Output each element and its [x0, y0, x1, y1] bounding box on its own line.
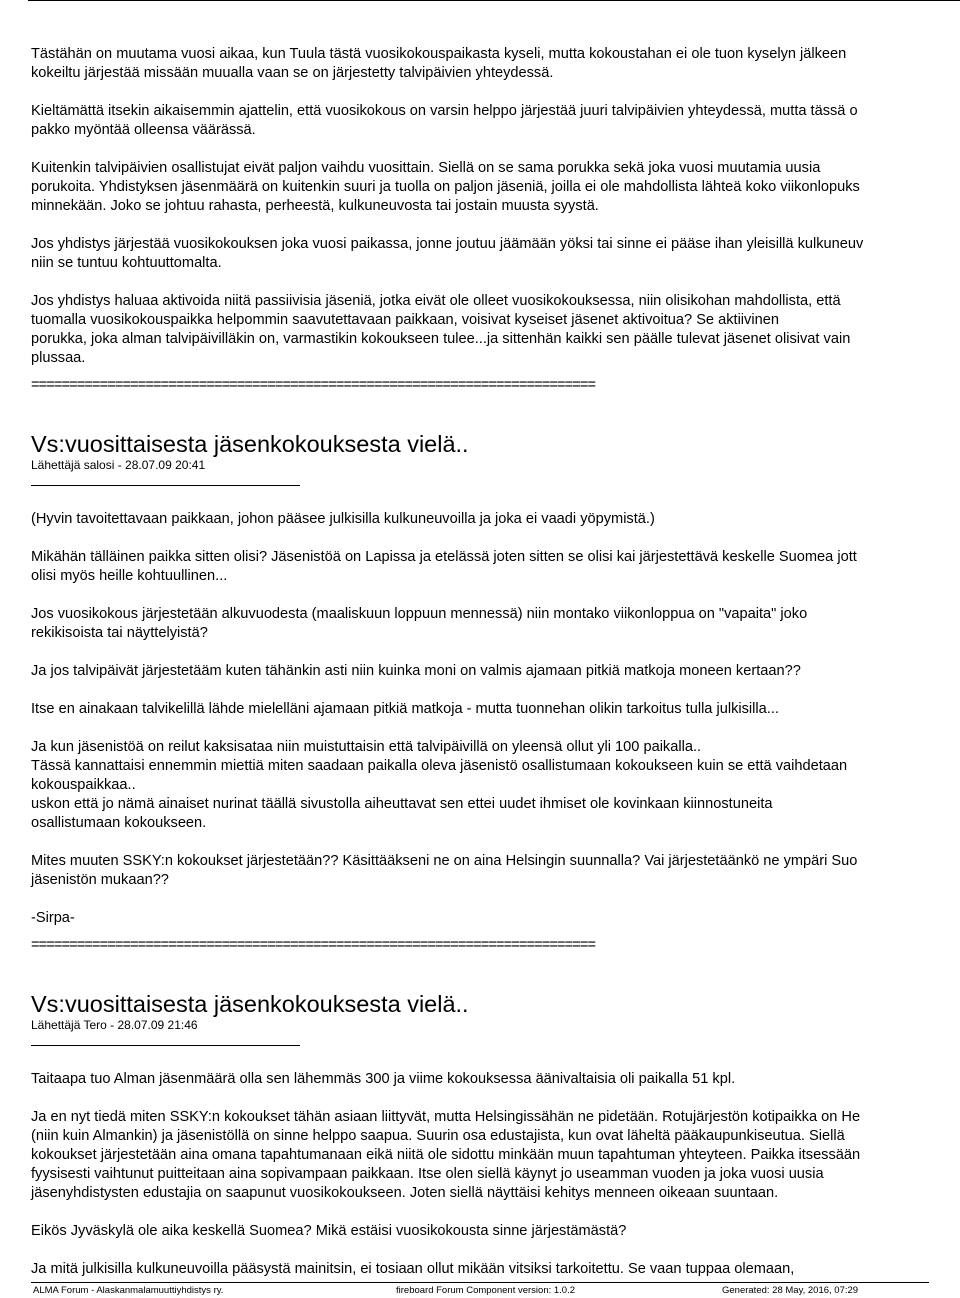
- post-meta: Lähettäjä Tero - 28.07.09 21:46: [31, 1018, 198, 1032]
- paragraph: Jos vuosikokous järjestetään alkuvuodesta (maaliskuun loppuun mennessä) niin montako viikonloppua on "vapaita" joko rekikisoista tai näyttelyistä?: [31, 606, 808, 641]
- paragraph: Kieltämättä itsekin aikaisemmin ajattelin, että vuosikokous on varsin helppo järjestää juuri talvipäivien yhteydessä, mutta tässä o pakko myöntää olleensa väärässä.: [31, 103, 858, 138]
- paragraph: Jos yhdistys haluaa aktivoida niitä passiivisia jäseniä, jotka eivät ole olleet vuosikokouksessa, niin olisikohan mahdollista, että tuomalla vuosikokouspaikka helpommin saavutettavaan paikkaan, voisivat kyseiset jäsenet aktivoitua? Se aktiivinen porukka, joka alman talvipäivilläkin on, varmastikin kokoukseen tulee...ja sittenhän kaikki sen päälle tulevat jäsenet olisivat vain plussaa.: [31, 293, 851, 366]
- forum-thread: [31, 45, 960, 1298]
- post-meta: Lähettäjä salosi - 28.07.09 20:41: [31, 458, 206, 472]
- post: [31, 431, 960, 928]
- paragraph: (Hyvin tavoitettavaan paikkaan, johon pääsee julkisilla kulkuneuvoilla ja joka ei vaadi yöpymistä.): [31, 511, 655, 527]
- paragraph: Ja jos talvipäivät järjestetääm kuten tähänkin asti niin kuinka moni on valmis ajamaan pitkiä matkoja moneen kertaan??: [31, 663, 801, 679]
- paragraph: Ja mitä julkisilla kulkuneuvoilla pääsystä mainitsin, ei tosiaan ollut mikään vitsiksi tarkoitettu. Se vaan tuppaa olemaan,: [31, 1261, 795, 1277]
- meta-divider: [31, 485, 300, 486]
- footer-generated-date: Generated: 28 May, 2016, 07:29: [722, 1285, 859, 1296]
- paragraph: Ja kun jäsenistöä on reilut kaksisataa niin muistuttaisin että talvipäivillä on yleensä ollut yli 100 paikalla.. Tässä kannattaisi ennemmin miettiä miten saadaan paikalla oleva jäsenistö osallistumaan kokoukseen kuin se että vaihdetaan kokouspaikkaa.. uskon että jo nämä ainaiset nurinat täällä sivustolla aiheuttavat sen ettei uudet ihmiset ole kovinkaan kiinnostuneita osallistumaan kokoukseen.: [31, 739, 848, 831]
- footer-forum-name: ALMA Forum - Alaskanmalamuuttiyhdistys ry.: [33, 1285, 224, 1296]
- footer-component-version: fireboard Forum Component version: 1.0.2: [396, 1285, 576, 1296]
- page-footer: [31, 1282, 929, 1296]
- post-body: [31, 1070, 960, 1279]
- top-rule: [28, 0, 960, 1]
- post-body: [31, 510, 960, 928]
- paragraph: Mikähän tälläinen paikka sitten olisi? Jäsenistöä on Lapissa ja etelässä joten sitten se olisi kai järjestettävä keskelle Suomea jott olisi myös heille kohtuullinen...: [31, 549, 857, 584]
- paragraph: Kuitenkin talvipäivien osallistujat eivät paljon vaihdu vuosittain. Siellä on se sama porukka sekä joka vuosi muutamia uusia porukoita. Yhdistyksen jäsenmäärä on kuitenkin suuri ja tuolla on paljon jäseniä, joilla ei ole mahdollista lähteä koko viikonlopuks minnekään. Joko se johtuu rahasta, perheestä, kulkuneuvosta tai jostain muusta syystä.: [31, 160, 860, 214]
- paragraph: Eikös Jyväskylä ole aika keskellä Suomea? Mikä estäisi vuosikokousta sinne järjestämästä?: [31, 1223, 627, 1239]
- paragraph: Mites muuten SSKY:n kokoukset järjestetään?? Käsittääkseni ne on aina Helsingin suunnalla? Vai järjestetäänkö ne ympäri Suo jäsenistön mukaan??: [31, 853, 858, 888]
- signature: -Sirpa-: [31, 910, 75, 926]
- post-separator: ==========================================================================: [31, 377, 596, 393]
- paragraph: Jos yhdistys järjestää vuosikokouksen joka vuosi paikassa, jonne joutuu jäämään yöksi tai sinne ei pääse ihan yleisillä kulkuneuv niin se tuntuu kohtuuttomalta.: [31, 236, 864, 271]
- meta-divider: [31, 1045, 300, 1046]
- paragraph: Taitaapa tuo Alman jäsenmäärä olla sen lähemmäs 300 ja viime kokouksessa äänivaltaisia oli paikalla 51 kpl.: [31, 1071, 736, 1087]
- intro-post-body: [31, 45, 960, 368]
- post-title: Vs:vuosittaisesta jäsenkokouksesta vielä..: [31, 991, 469, 1017]
- post: [31, 991, 960, 1279]
- paragraph: Tästähän on muutama vuosi aikaa, kun Tuula tästä vuosikokouspaikasta kyseli, mutta kokoustahan ei ole tuon kyselyn jälkeen kokeiltu järjestää missään muualla vaan se on järjestetty talvipäivien yhteydessä.: [31, 46, 847, 81]
- post-title: Vs:vuosittaisesta jäsenkokouksesta vielä..: [31, 431, 469, 457]
- paragraph: Ja en nyt tiedä miten SSKY:n kokoukset tähän asiaan liittyvät, mutta Helsingissähän ne pidetään. Rotujärjestön kotipaikka on He (niin kuin Almankin) ja jäsenistöllä on sinne helppo saapua. Suurin osa edustajista, kun ovat läheltä pääkaupunkiseutua. Siellä kokoukset järjestetään aina omana tapahtumanaan eikä niitä ole sidottu minkään muun tapahtuman yhteyteen. Paikka itsessään fyysisesti vaihtunut puitteitaan aina sopivampaan paikkaan. Itse olen siellä käynyt jo useamman vuoden ja joka vuosi uusia jäsenyhdistysten edustajia on saapunut vuosikokoukseen. Joten siellä näyttäisi kehitys menneen oikeaan suuntaan.: [31, 1109, 861, 1201]
- paragraph: Itse en ainakaan talvikelillä lähde mielelläni ajamaan pitkiä matkoja - mutta tuonnehan olikin tarkoitus tulla julkisilla...: [31, 701, 779, 717]
- post-separator: ==========================================================================: [31, 937, 596, 953]
